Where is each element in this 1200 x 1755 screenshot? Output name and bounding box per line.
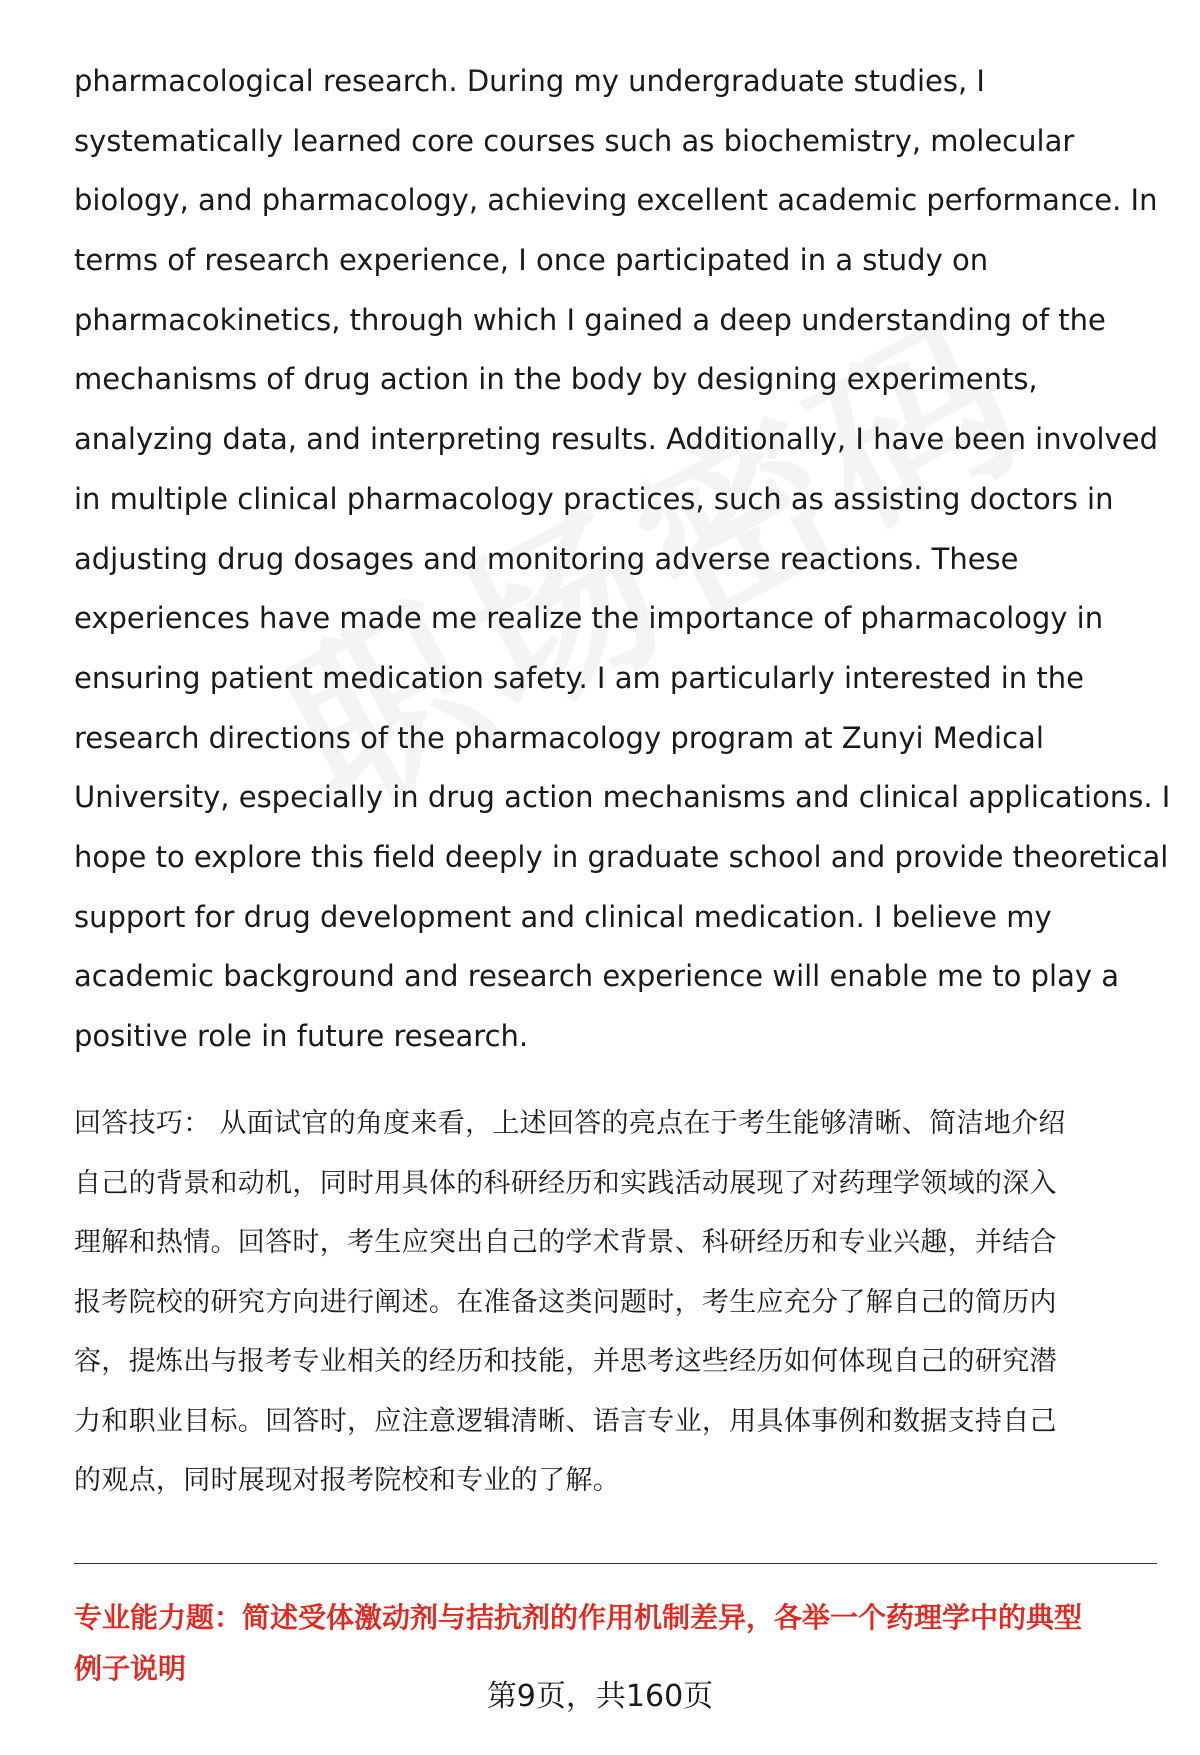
page-number-footer: 第9页，共160页 [486,1679,714,1714]
tips-line: 报考院校的研究方向进行阐述。在准备这类问题时，考生应充分了解自己的简历内 [74,1286,1057,1318]
answer-line: in multiple clinical pharmacology practices, such as assisting doctors in [74,481,1114,516]
answer-tips-paragraph [74,1094,1164,1511]
tips-line: 理解和热情。回答时，考生应突出自己的学术背景、科研经历和专业兴趣，并结合 [74,1227,1057,1258]
answer-line: hope to explore this field deeply in graduate school and provide theoretical [74,839,1169,874]
tips-line: 自己的背景和动机，同时用具体的科研经历和实践活动展现了对药理学领域的深入 [74,1167,1057,1199]
answer-line: pharmacological research. During my undergraduate studies, I [74,64,985,98]
answer-line: mechanisms of drug action in the body by designing experiments, [74,362,1038,397]
answer-line: support for drug development and clinical medication. I believe my [74,899,1052,934]
answer-line: University, especially in drug action mechanisms and clinical applications. I [74,780,1171,815]
question-line: 专业能力题：简述受体激动剂与拮抗剂的作用机制差异，各举一个药理学中的典型 [74,1601,1083,1634]
answer-line: research directions of the pharmacology program at Zunyi Medical [74,720,1044,755]
answer-line: academic background and research experience will enable me to play a [74,959,1120,994]
tips-line: 回答技巧： 从面试官的角度来看，上述回答的亮点在于考生能够清晰、简洁地介绍 [74,1108,1066,1139]
answer-line: biology, and pharmacology, achieving excellent academic performance. In [74,183,1158,218]
answer-line: ensuring patient medication safety. I am particularly interested in the [74,660,1084,695]
tips-line: 的观点，同时展现对报考院校和专业的了解。 [74,1465,620,1496]
answer-line: analyzing data, and interpreting results. Additionally, I have been involved [74,422,1158,457]
answer-line: systematically learned core courses such as biochemistry, molecular [74,123,1075,158]
answer-line: pharmacokinetics, through which I gained a deep understanding of the [74,302,1106,337]
answer-line: terms of research experience, I once participated in a study on [74,243,989,278]
answer-line: experiences have made me realize the importance of pharmacology in [74,601,1104,636]
question-line: 例子说明 [74,1652,187,1685]
answer-paragraph [74,52,1171,1067]
section-divider [74,1563,1157,1564]
answer-line: adjusting drug dosages and monitoring adverse reactions. These [74,541,1019,576]
tips-line: 力和职业目标。回答时，应注意逻辑清晰、语言专业，用具体事例和数据支持自己 [74,1405,1057,1437]
answer-line: positive role in future research. [74,1019,529,1053]
tips-line: 容，提炼出与报考专业相关的经历和技能，并思考这些经历如何体现自己的研究潜 [74,1346,1057,1377]
